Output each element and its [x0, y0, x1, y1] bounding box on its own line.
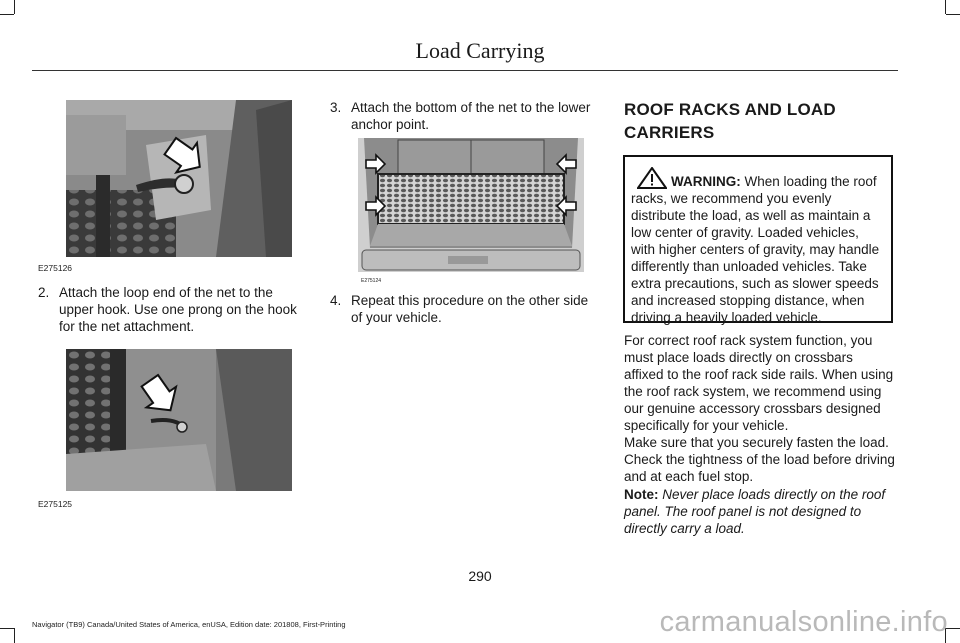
page-number: 290 — [468, 568, 492, 584]
crop-mark — [0, 14, 14, 15]
figure-code: E275124 — [361, 278, 382, 284]
note-text: Never place loads directly on the roof panel. The roof panel is not designed to directly carry a load. — [624, 487, 886, 536]
step-3 — [330, 99, 602, 135]
note — [624, 486, 898, 537]
step-4 — [330, 292, 602, 328]
crop-mark — [945, 0, 946, 14]
crop-mark — [14, 628, 15, 643]
watermark: carmanualsonline.info — [659, 606, 948, 638]
figure-code: E275125 — [38, 499, 73, 509]
warning-box — [623, 155, 893, 323]
section-heading: ROOF RACKS AND LOAD CARRIERS — [624, 100, 836, 142]
step-text: Repeat this procedure on the other side of your vehicle. — [351, 293, 589, 325]
header-rule — [32, 70, 898, 71]
step-text: Attach the bottom of the net to the lower anchor point. — [351, 100, 591, 132]
step-number: 3. — [330, 100, 342, 115]
warning-icon — [637, 167, 669, 187]
note-label: Note: — [624, 487, 659, 502]
figure-upper-hook-loop — [66, 100, 292, 257]
crop-mark — [0, 628, 14, 629]
page-title: Load Carrying — [415, 38, 545, 63]
crop-mark — [946, 628, 960, 629]
paragraph-roof-rack-function: For correct roof rack system function, you must place loads directly on crossbars affixed to the roof rack side rails. When using the roof rack system, we recommend using our genuine accessory crossbars designed specifically for your vehicle. — [624, 333, 894, 433]
step-text: Attach the loop end of the net to the upper hook. Use one prong on the hook for the net attachment. — [59, 285, 297, 334]
step-number: 4. — [330, 293, 342, 308]
footer-edition: Navigator (TB9) Canada/United States of America, enUSA, Edition date: 201808, First-Printing — [32, 620, 346, 629]
step-number: 2. — [38, 285, 50, 300]
paragraph-fasten-load: Make sure that you securely fasten the load. Check the tightness of the load before driving and at each fuel stop. — [624, 435, 895, 484]
warning-text: When loading the roof racks, we recommend you evenly distribute the load, as well as maintain a low center of gravity. Loaded vehicles, with higher centers of gravity, may handle differently than unloaded vehicles. Take extra precautions, such as slower speeds and increased stopping distance, when driving a heavily loaded vehicle. — [631, 174, 880, 325]
warning-label: WARNING: — [671, 174, 741, 189]
figure-code: E275126 — [38, 263, 73, 273]
figure-net-attachment — [66, 349, 292, 491]
crop-mark — [946, 14, 960, 15]
figure-cargo-net-overview — [358, 138, 584, 272]
crop-mark — [14, 0, 15, 14]
step-2 — [38, 284, 302, 336]
